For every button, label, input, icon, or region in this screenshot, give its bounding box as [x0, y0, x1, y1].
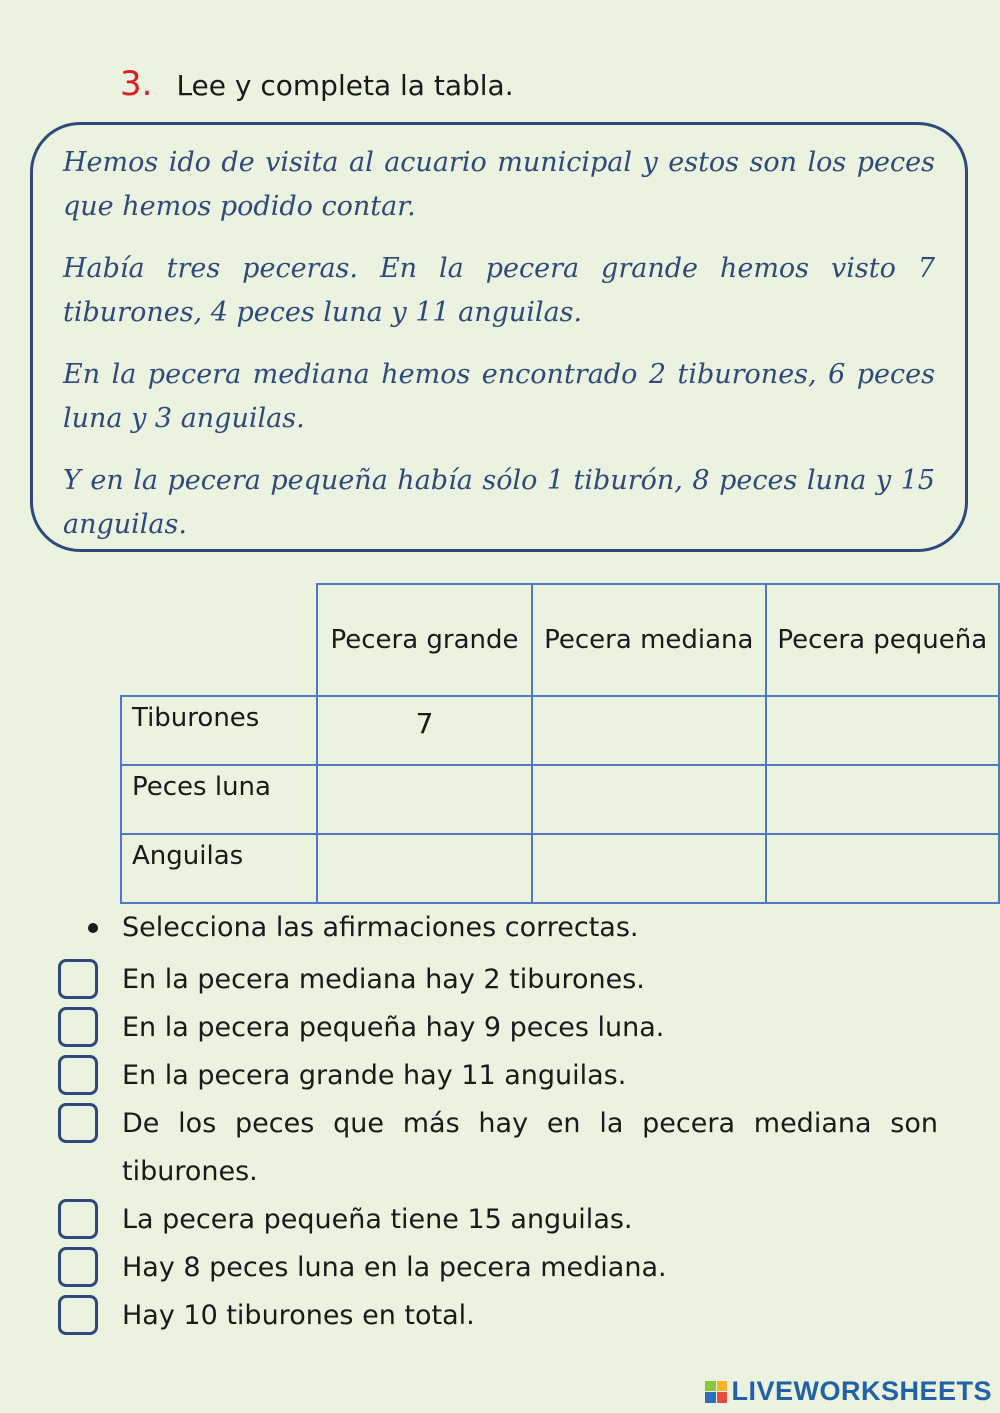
answer-cell[interactable]: [766, 696, 999, 765]
option-item: [58, 956, 938, 1004]
option-item: [58, 1244, 938, 1292]
table-row: [121, 696, 999, 765]
exercise-header: [120, 64, 514, 104]
table-corner: [121, 584, 317, 696]
column-header-grande: Pecera grande: [317, 584, 532, 696]
option-checkbox[interactable]: [58, 1055, 98, 1095]
fish-count-table: [120, 583, 1000, 904]
exercise-title: Lee y completa la tabla.: [176, 69, 514, 102]
answer-options: [58, 956, 938, 1340]
table-row: [121, 834, 999, 903]
option-label: Hay 8 peces luna en la pecera mediana.: [122, 1252, 667, 1283]
answer-cell[interactable]: [317, 765, 532, 834]
option-checkbox[interactable]: [58, 959, 98, 999]
row-header-peces-luna: Peces luna: [121, 765, 317, 834]
option-item: [58, 1100, 938, 1196]
option-label: En la pecera grande hay 11 anguilas.: [122, 1060, 627, 1091]
column-header-mediana: Pecera mediana: [532, 584, 765, 696]
option-label: En la pecera pequeña hay 9 peces luna.: [122, 1012, 665, 1043]
option-checkbox[interactable]: [58, 1295, 98, 1335]
story-box: [30, 122, 968, 552]
option-label: En la pecera mediana hay 2 tiburones.: [122, 964, 645, 995]
option-label: Hay 10 tiburones en total.: [122, 1300, 475, 1331]
option-checkbox[interactable]: [58, 1007, 98, 1047]
question-prompt: [88, 912, 639, 943]
bullet-icon: [88, 923, 98, 933]
answer-cell[interactable]: 7: [317, 696, 532, 765]
brand-watermark: [705, 1376, 992, 1407]
exercise-number: 3.: [120, 64, 153, 104]
answer-cell[interactable]: [766, 765, 999, 834]
option-item: [58, 1052, 938, 1100]
question-prompt-text: Selecciona las afirmaciones correctas.: [122, 912, 639, 943]
option-item: [58, 1292, 938, 1340]
column-header-pequena: Pecera pequeña: [766, 584, 999, 696]
story-paragraph: Y en la pecera pequeña había sólo 1 tiburón, 8 peces luna y 15 anguilas.: [63, 465, 935, 540]
story-paragraph: Había tres peceras. En la pecera grande hemos visto 7 tiburones, 4 peces luna y 11 anguilas.: [63, 253, 935, 328]
story-paragraph: Hemos ido de visita al acuario municipal y estos son los peces que hemos podido contar.: [63, 147, 935, 222]
liveworksheets-logo-icon: [705, 1381, 727, 1403]
answer-cell[interactable]: [532, 834, 765, 903]
row-header-tiburones: Tiburones: [121, 696, 317, 765]
answer-cell[interactable]: [766, 834, 999, 903]
row-header-anguilas: Anguilas: [121, 834, 317, 903]
answer-cell[interactable]: [532, 696, 765, 765]
option-label: La pecera pequeña tiene 15 anguilas.: [122, 1204, 633, 1235]
option-checkbox[interactable]: [58, 1247, 98, 1287]
story-paragraph: En la pecera mediana hemos encontrado 2 tiburones, 6 peces luna y 3 anguilas.: [63, 359, 935, 434]
option-label: De los peces que más hay en la pecera mediana son tiburones.: [122, 1108, 938, 1187]
option-item: [58, 1004, 938, 1052]
table-row: [121, 765, 999, 834]
option-item: [58, 1196, 938, 1244]
answer-cell[interactable]: [317, 834, 532, 903]
answer-cell[interactable]: [532, 765, 765, 834]
option-checkbox[interactable]: [58, 1103, 98, 1143]
brand-name: LIVEWORKSHEETS: [731, 1376, 992, 1406]
option-checkbox[interactable]: [58, 1199, 98, 1239]
